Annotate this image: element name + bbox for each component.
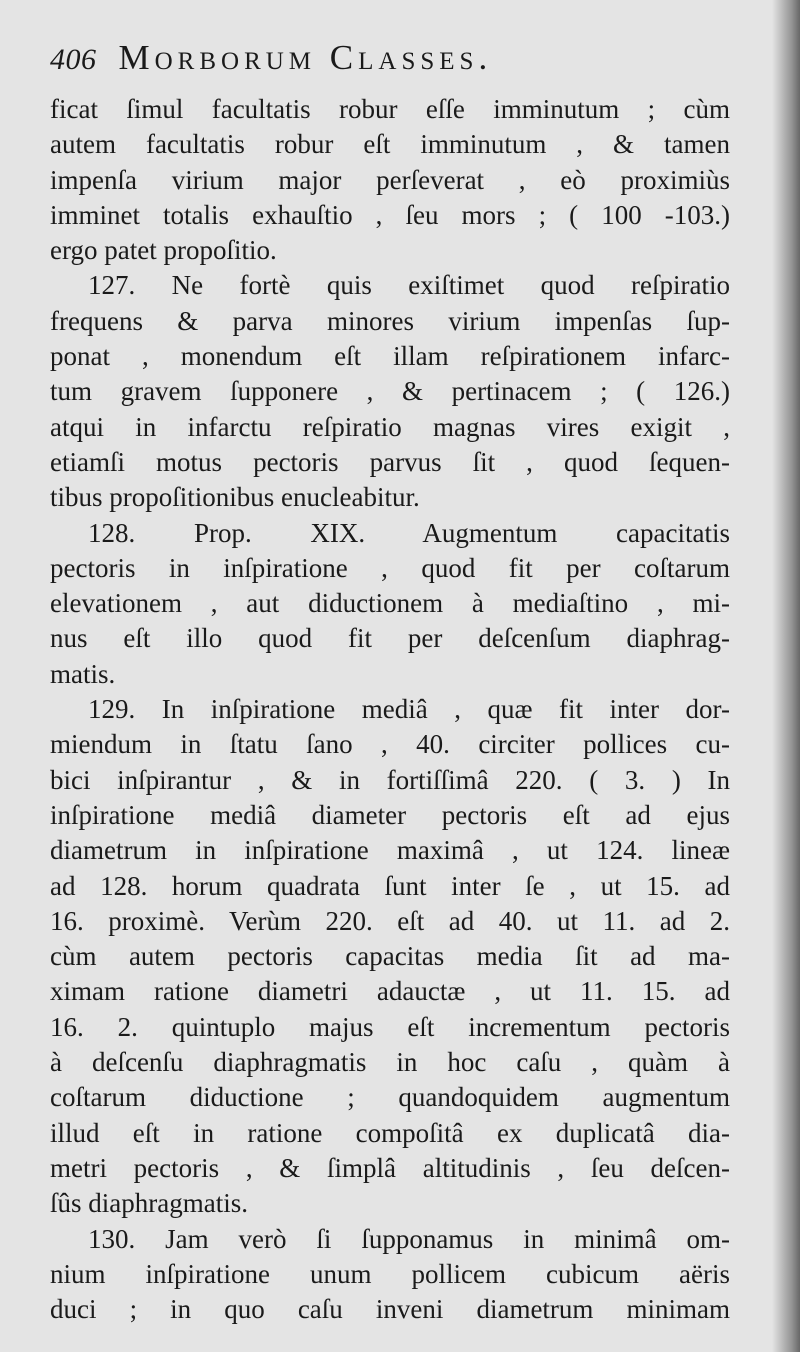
page-text [50,40,730,1327]
text-line: atqui in infarctu reſpiratio magnas vires exigit , [50,411,730,442]
text-line: metri pectoris , & ſimplâ altitudinis , ſeu deſcen- [50,1152,730,1183]
page-edge-shadow [772,0,800,1352]
text-line: duci ; in quo caſu inveni diametrum minimam [50,1294,730,1325]
text-line: elevationem , aut diductionem à mediaſtino , mi- [50,588,730,619]
text-line: illud eſt in ratione compoſitâ ex duplicatâ dia- [50,1117,730,1148]
text-line: 16. 2. quintuplo majus eſt incrementum pectoris [50,1011,730,1042]
text-line: matis. [50,658,116,689]
page-number: 406 [50,43,97,76]
text-line: tibus propoſitionibus enucleabitur. [50,482,420,513]
text-line: à deſcenſu diaphragmatis in hoc caſu , quàm à [50,1047,730,1078]
text-line: imminet totalis exhauſtio , ſeu mors ; ( 100 -103.) [50,199,730,230]
text-line: cùm autem pectoris capacitas media ſit ad ma- [50,941,730,972]
text-line: frequens & parva minores virium impenſas ſup- [50,305,730,336]
text-line: ponat , monendum eſt illam reſpirationem infarc- [50,341,730,372]
text-line: pectoris in inſpiratione , quod fit per coſtarum [50,552,730,583]
text-line: miendum in ſtatu ſano , 40. circiter pollices cu- [50,729,730,760]
text-line: ad 128. horum quadrata ſunt inter ſe , ut 15. ad [50,870,730,901]
running-header [50,40,730,88]
text-line: tum gravem ſupponere , & pertinacem ; ( 126.) [50,376,730,407]
text-line: nium inſpiratione unum pollicem cubicum aëris [50,1258,730,1289]
text-line: 128. Prop. XIX. Augmentum capacitatis [88,517,730,548]
text-line: ficat ſimul facultatis robur eſſe imminutum ; cùm [50,94,730,124]
text-line: etiamſi motus pectoris parvus ſit , quod ſequen- [50,446,730,477]
body-text [50,92,730,1327]
text-line: 16. proximè. Verùm 220. eſt ad 40. ut 11. ad 2. [50,905,730,936]
text-line: bici inſpirantur , & in fortiſſimâ 220. ( 3. ) In [50,764,730,795]
text-line: 130. Jam verò ſi ſupponamus in minimâ om- [88,1223,730,1254]
text-line: nus eſt illo quod fit per deſcenſum diaphrag- [50,623,730,654]
running-title: Morborum Classes. [118,38,493,77]
text-line: coſtarum diductione ; quandoquidem augmentum [50,1082,730,1113]
text-line: diametrum in inſpiratione maximâ , ut 124. lineæ [50,835,730,866]
text-line: 129. In inſpiratione mediâ , quæ fit inter dor- [88,694,730,725]
text-line: ximam ratione diametri adauctæ , ut 11. 15. ad [50,976,730,1007]
text-line: inſpiratione mediâ diameter pectoris eſt ad ejus [50,799,730,830]
text-line: ſûs diaphragmatis. [50,1188,248,1219]
text-line: autem facultatis robur eſt imminutum , & tamen [50,129,730,160]
text-line: ergo patet propoſitio. [50,235,277,266]
text-line: impenſa virium major perſeverat , eò proximiùs [50,164,730,195]
text-line: 127. Ne fortè quis exiſtimet quod reſpiratio [88,270,730,301]
